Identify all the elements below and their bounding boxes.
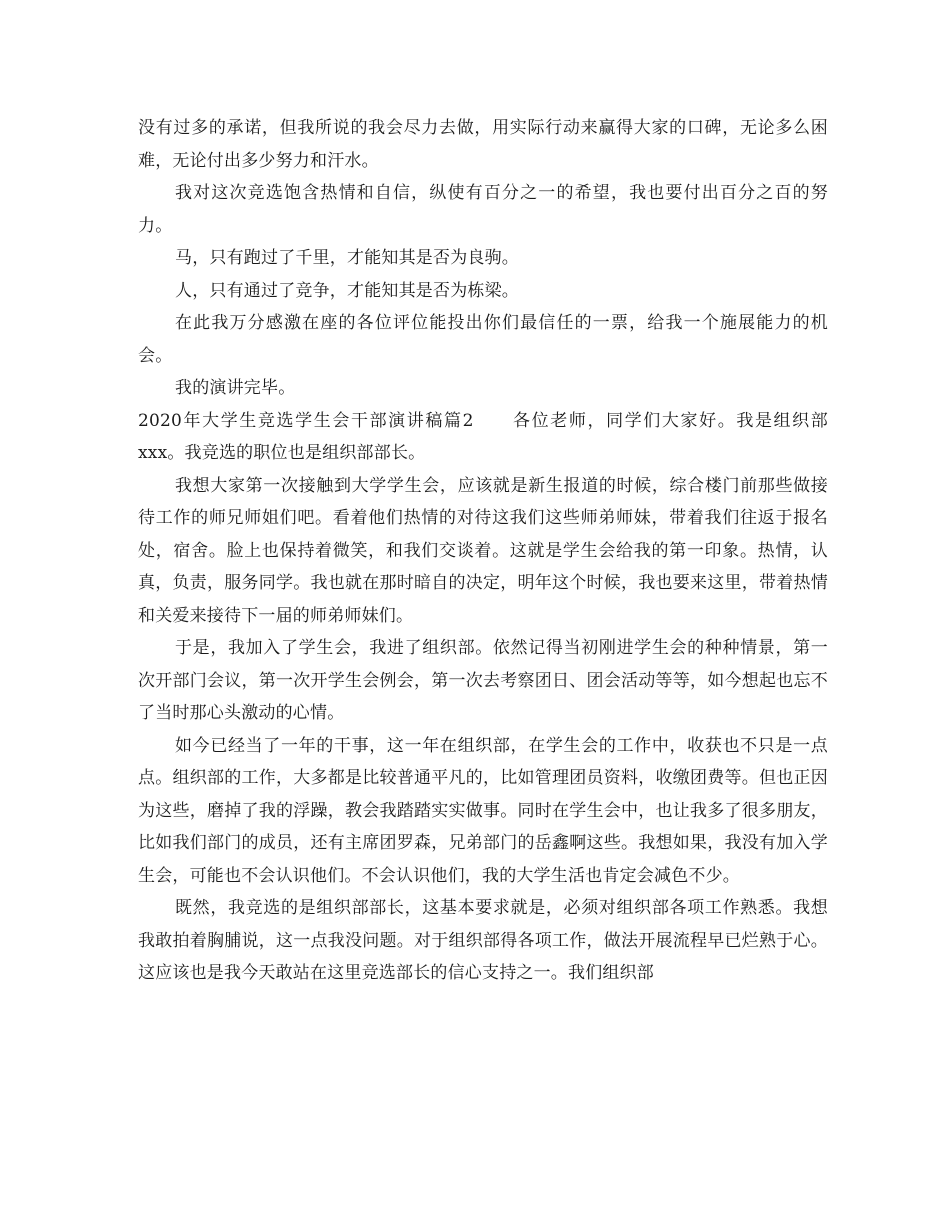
- section-title: 2020年大学生竞选学生会干部演讲稿篇2: [138, 410, 474, 431]
- paragraph: 如今已经当了一年的干事，这一年在组织部，在学生会的工作中，收获也不只是一点点。组织部的工作，大多都是比较普通平凡的，比如管理团员资料，收缴团费等。但也正因为这些，磨掉了我的浮躁，教会我踏踏实实做事。同时在学生会中，也让我多了很多朋友，比如我们部门的成员，还有主席团罗森，兄弟部门的岳鑫啊这些。我想如果，我没有加入学生会，可能也不会认识他们。不会认识他们，我的大学生活也肯定会减色不少。: [138, 735, 828, 886]
- document-page: [138, 112, 828, 990]
- paragraph: 既然，我竞选的是组织部部长，这基本要求就是，必须对组织部各项工作熟悉。我想我敢拍着胸脯说，这一点我没问题。对于组织部得各项工作，做法开展流程早已烂熟于心。这应该也是我今天敢站在这里竞选部长的信心支持之一。我们组织部: [138, 898, 828, 983]
- paragraph: 我对这次竞选饱含热情和自信，纵使有百分之一的希望，我也要付出百分之百的努力。: [138, 183, 828, 236]
- section-heading-line: [138, 405, 828, 470]
- paragraph: 没有过多的承诺，但我所说的我会尽力去做，用实际行动来赢得大家的口碑，无论多么困难，无论付出多少努力和汗水。: [138, 118, 828, 171]
- paragraph: 我的演讲完毕。: [175, 378, 296, 398]
- section-intro: 各位老师，同学们大家好。我是组织部xxx。我竞选的职位也是组织部部长。: [138, 410, 828, 463]
- paragraph: 马，只有跑过了千里，才能知其是否为良驹。: [175, 248, 519, 268]
- paragraph: 我想大家第一次接触到大学学生会，应该就是新生报道的时候，综合楼门前那些做接待工作的师兄师姐们吧。看着他们热情的对待这我们这些师弟师妹，带着我们往返于报名处，宿舍。脸上也保持着微笑，和我们交谈着。这就是学生会给我的第一印象。热情，认真，负责，服务同学。我也就在那时暗自的决定，明年这个时候，我也要来这里，带着热情和关爱来接待下一届的师弟师妹们。: [138, 475, 828, 626]
- paragraph: 在此我万分感激在座的各位评位能投出你们最信任的一票，给我一个施展能力的机会。: [138, 313, 828, 366]
- paragraph: 人，只有通过了竞争，才能知其是否为栋梁。: [175, 280, 519, 301]
- paragraph: 于是，我加入了学生会，我进了组织部。依然记得当初刚进学生会的种种情景，第一次开部门会议，第一次开学生会例会，第一次去考察团日、团会活动等等，如今想起也忘不了当时那心头激动的心情。: [138, 638, 828, 723]
